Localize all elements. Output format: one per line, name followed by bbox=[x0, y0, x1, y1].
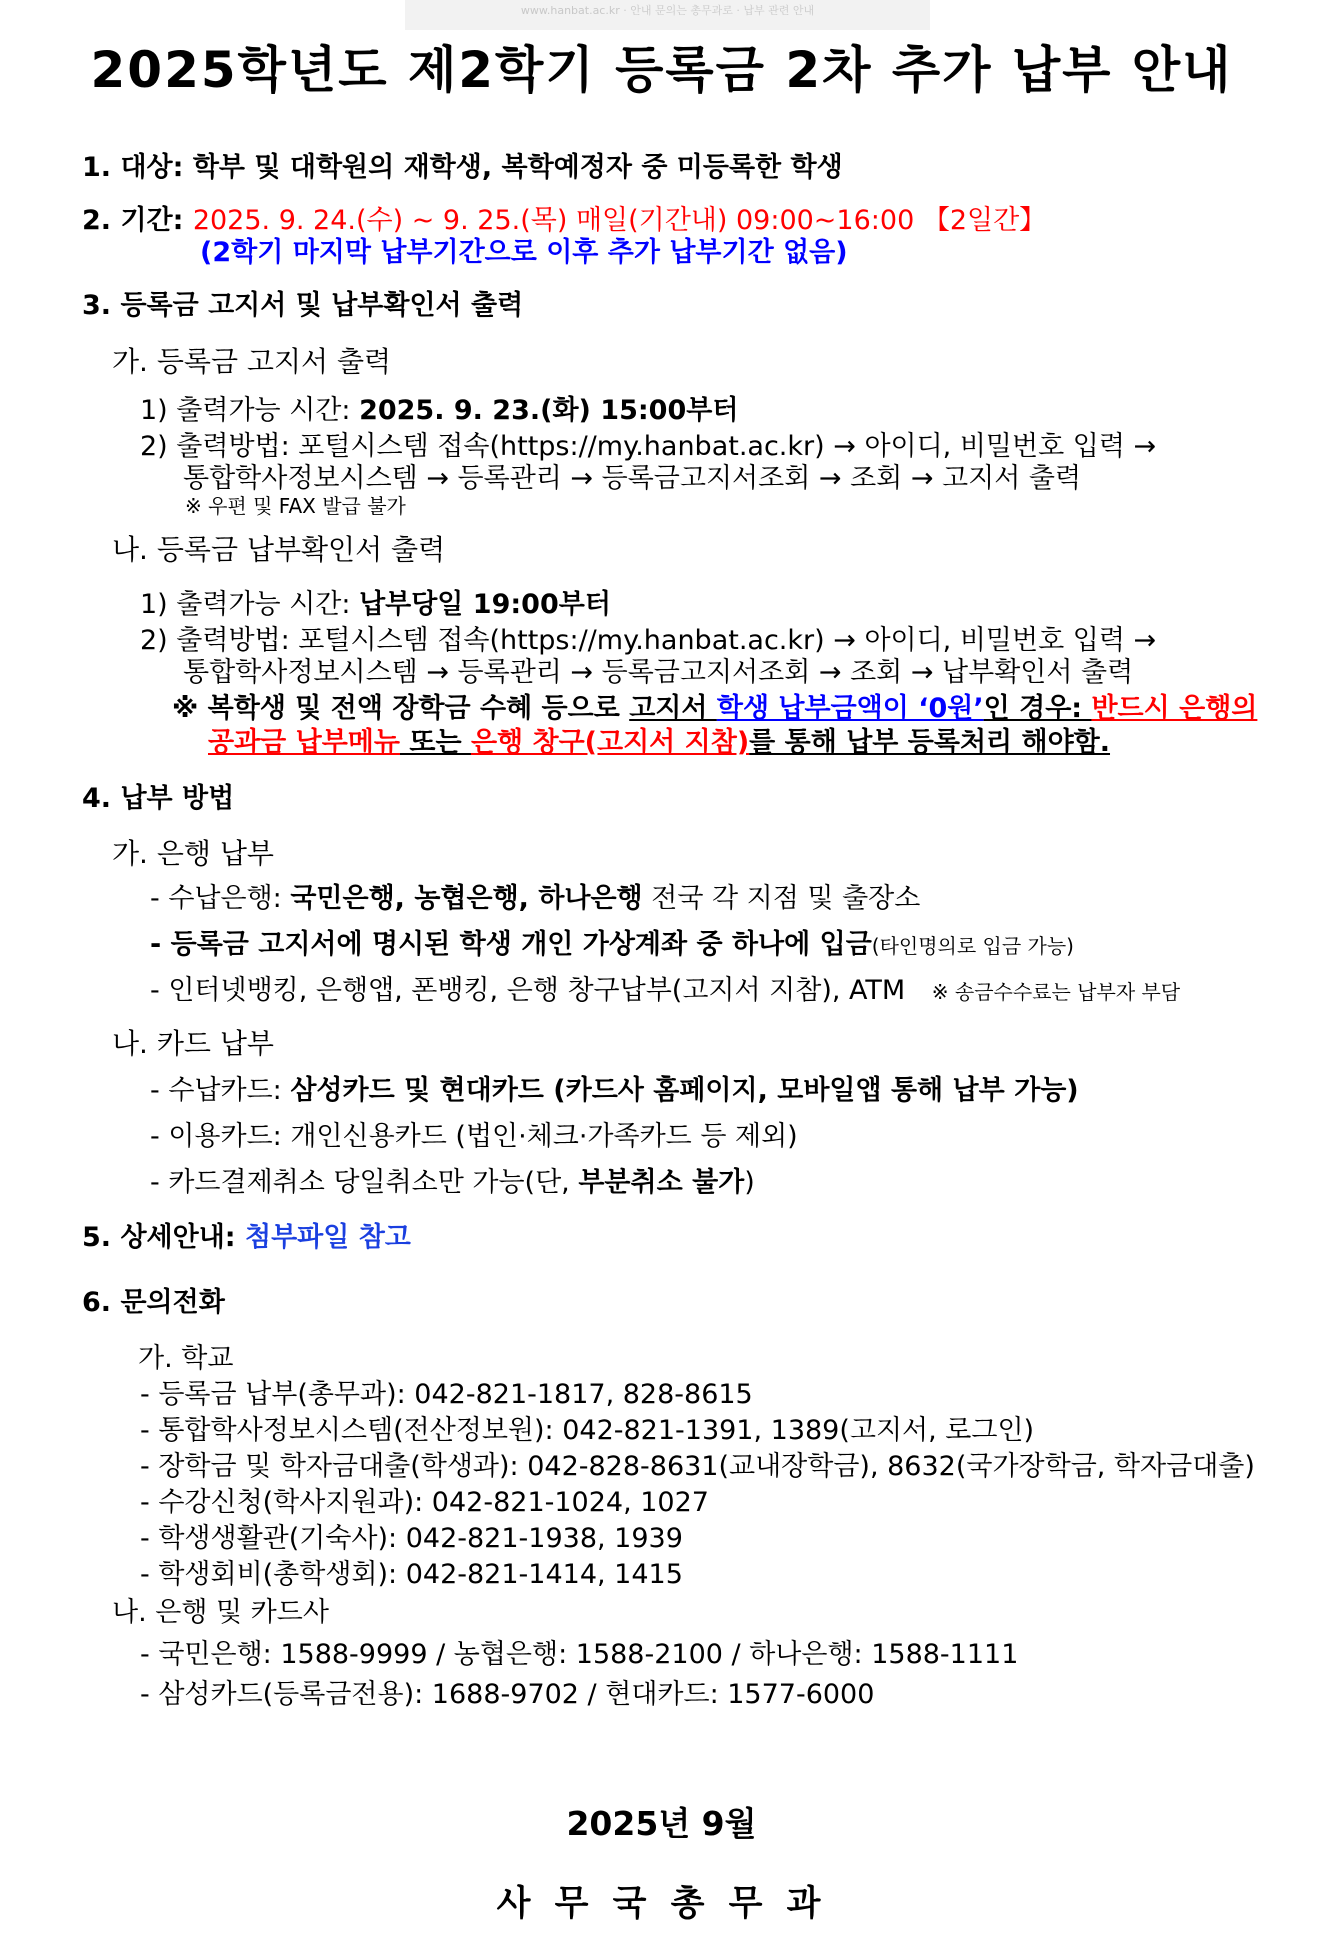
contact-item: - 학생회비(총학생회): 042-821-1414, 1415 bbox=[140, 1559, 683, 1590]
section-5-number: 5. bbox=[82, 1222, 112, 1253]
card-cancel-policy: - 카드결제취소 당일취소만 가능(단, 부분취소 불가) bbox=[150, 1167, 755, 1198]
section-1-label: 대상: bbox=[120, 152, 184, 183]
section-3a-label: 가. 등록금 고지서 출력 bbox=[112, 345, 392, 378]
section-1 bbox=[82, 145, 843, 184]
invoice-print-method-1: 2) 출력방법: 포털시스템 접속(https://my.hanbat.ac.kr) → 아이디, 비밀번호 입력 → bbox=[140, 431, 1157, 462]
section-4-number: 4. bbox=[82, 783, 112, 814]
section-4 bbox=[82, 776, 234, 815]
contact-item: - 수강신청(학사지원과): 042-821-1024, 1027 bbox=[140, 1487, 709, 1518]
virtual-account-note: - 등록금 고지서에 명시된 학생 개인 가상계좌 중 하나에 입금(타인명의로 입금 가능) bbox=[150, 929, 1074, 960]
contact-item: - 장학금 및 학자금대출(학생과): 042-828-8631(교내장학금), 8632(국가장학금, 학자금대출) bbox=[140, 1451, 1255, 1482]
issuing-office: 사 무 국 총 무 과 bbox=[496, 1884, 827, 1924]
section-5 bbox=[82, 1215, 411, 1254]
page-title: 2025학년도 제2학기 등록금 2차 추가 납부 안내 bbox=[90, 41, 1233, 99]
contact-item: - 통합학사정보시스템(전산정보원): 042-821-1391, 1389(고지서, 로그인) bbox=[140, 1415, 1035, 1446]
receipt-print-time-value: 납부당일 19:00부터 bbox=[359, 589, 611, 620]
contact-item: - 학생생활관(기숙사): 042-821-1938, 1939 bbox=[140, 1523, 683, 1554]
section-2-label: 기간: bbox=[120, 205, 184, 236]
section-1-number: 1. bbox=[82, 152, 112, 183]
contact-item: - 삼성카드(등록금전용): 1688-9702 / 현대카드: 1577-6000 bbox=[140, 1679, 875, 1710]
contact-item: - 등록금 납부(총무과): 042-821-1817, 828-8615 bbox=[140, 1379, 753, 1410]
watermark-banner: www.hanbat.ac.kr · 안내 문의는 총무과로 · 납부 관련 안내 bbox=[405, 0, 930, 30]
attachment-reference: 첨부파일 참고 bbox=[245, 1222, 411, 1253]
section-2-number: 2. bbox=[82, 205, 112, 236]
section-3-number: 3. bbox=[82, 290, 112, 321]
receipt-print-time: 1) 출력가능 시간: 납부당일 19:00부터 bbox=[140, 589, 611, 620]
section-4b-label: 나. 카드 납부 bbox=[112, 1027, 274, 1060]
invoice-print-note: ※ 우편 및 FAX 발급 불가 bbox=[185, 494, 406, 518]
bank-list: - 수납은행: 국민은행, 농협은행, 하나은행 전국 각 지점 및 출장소 bbox=[150, 883, 921, 914]
card-types: - 이용카드: 개인신용카드 (법인·체크·가족카드 등 제외) bbox=[150, 1121, 798, 1152]
invoice-print-time-value: 2025. 9. 23.(화) 15:00부터 bbox=[359, 395, 739, 426]
section-4a-label: 가. 은행 납부 bbox=[112, 837, 274, 870]
payment-period-note: (2학기 마지막 납부기간으로 이후 추가 납부기간 없음) bbox=[200, 237, 848, 268]
section-1-text: 학부 및 대학원의 재학생, 복학예정자 중 미등록한 학생 bbox=[192, 152, 843, 183]
section-4-label: 납부 방법 bbox=[120, 783, 235, 814]
section-6-label: 문의전화 bbox=[120, 1287, 225, 1318]
section-3-label: 등록금 고지서 및 납부확인서 출력 bbox=[120, 290, 524, 321]
section-6-number: 6. bbox=[82, 1287, 112, 1318]
receipt-print-method-2: 통합학사정보시스템 → 등록관리 → 등록금고지서조회 → 조회 → 납부확인서 출력 bbox=[183, 657, 1134, 688]
card-list: - 수납카드: 삼성카드 및 현대카드 (카드사 홈페이지, 모바일앱 통해 납부 가능) bbox=[150, 1075, 1079, 1106]
section-3 bbox=[82, 283, 523, 322]
section-6 bbox=[82, 1280, 225, 1319]
zero-amount-warning-2: 공과금 납부메뉴 또는 은행 창구(고지서 지참)를 통해 납부 등록처리 해야함. bbox=[208, 727, 1111, 758]
payment-period: 2025. 9. 24.(수) ~ 9. 25.(목) 매일(기간내) 09:00~16:00 【2일간】 bbox=[192, 205, 1047, 236]
bank-channels: - 인터넷뱅킹, 은행앱, 폰뱅킹, 은행 창구납부(고지서 지참), ATM ※ 송금수수료는 납부자 부담 bbox=[150, 975, 1181, 1006]
section-5-label: 상세안내: bbox=[120, 1222, 236, 1253]
invoice-print-time: 1) 출력가능 시간: 2025. 9. 23.(화) 15:00부터 bbox=[140, 395, 739, 426]
zero-amount-warning-1: ※ 복학생 및 전액 장학금 수혜 등으로 고지서 학생 납부금액이 ‘0원’인 경우: 반드시 은행의 bbox=[172, 693, 1258, 724]
issue-date: 2025년 9월 bbox=[566, 1804, 757, 1843]
section-3b-label: 나. 등록금 납부확인서 출력 bbox=[112, 533, 446, 566]
contacts-school-label: 가. 학교 bbox=[138, 1343, 234, 1374]
contacts-bank-label: 나. 은행 및 카드사 bbox=[112, 1597, 329, 1628]
invoice-print-method-2: 통합학사정보시스템 → 등록관리 → 등록금고지서조회 → 조회 → 고지서 출력 bbox=[183, 463, 1082, 494]
contact-item: - 국민은행: 1588-9999 / 농협은행: 1588-2100 / 하나은행: 1588-1111 bbox=[140, 1639, 1019, 1670]
receipt-print-method-1: 2) 출력방법: 포털시스템 접속(https://my.hanbat.ac.kr) → 아이디, 비밀번호 입력 → bbox=[140, 625, 1157, 656]
